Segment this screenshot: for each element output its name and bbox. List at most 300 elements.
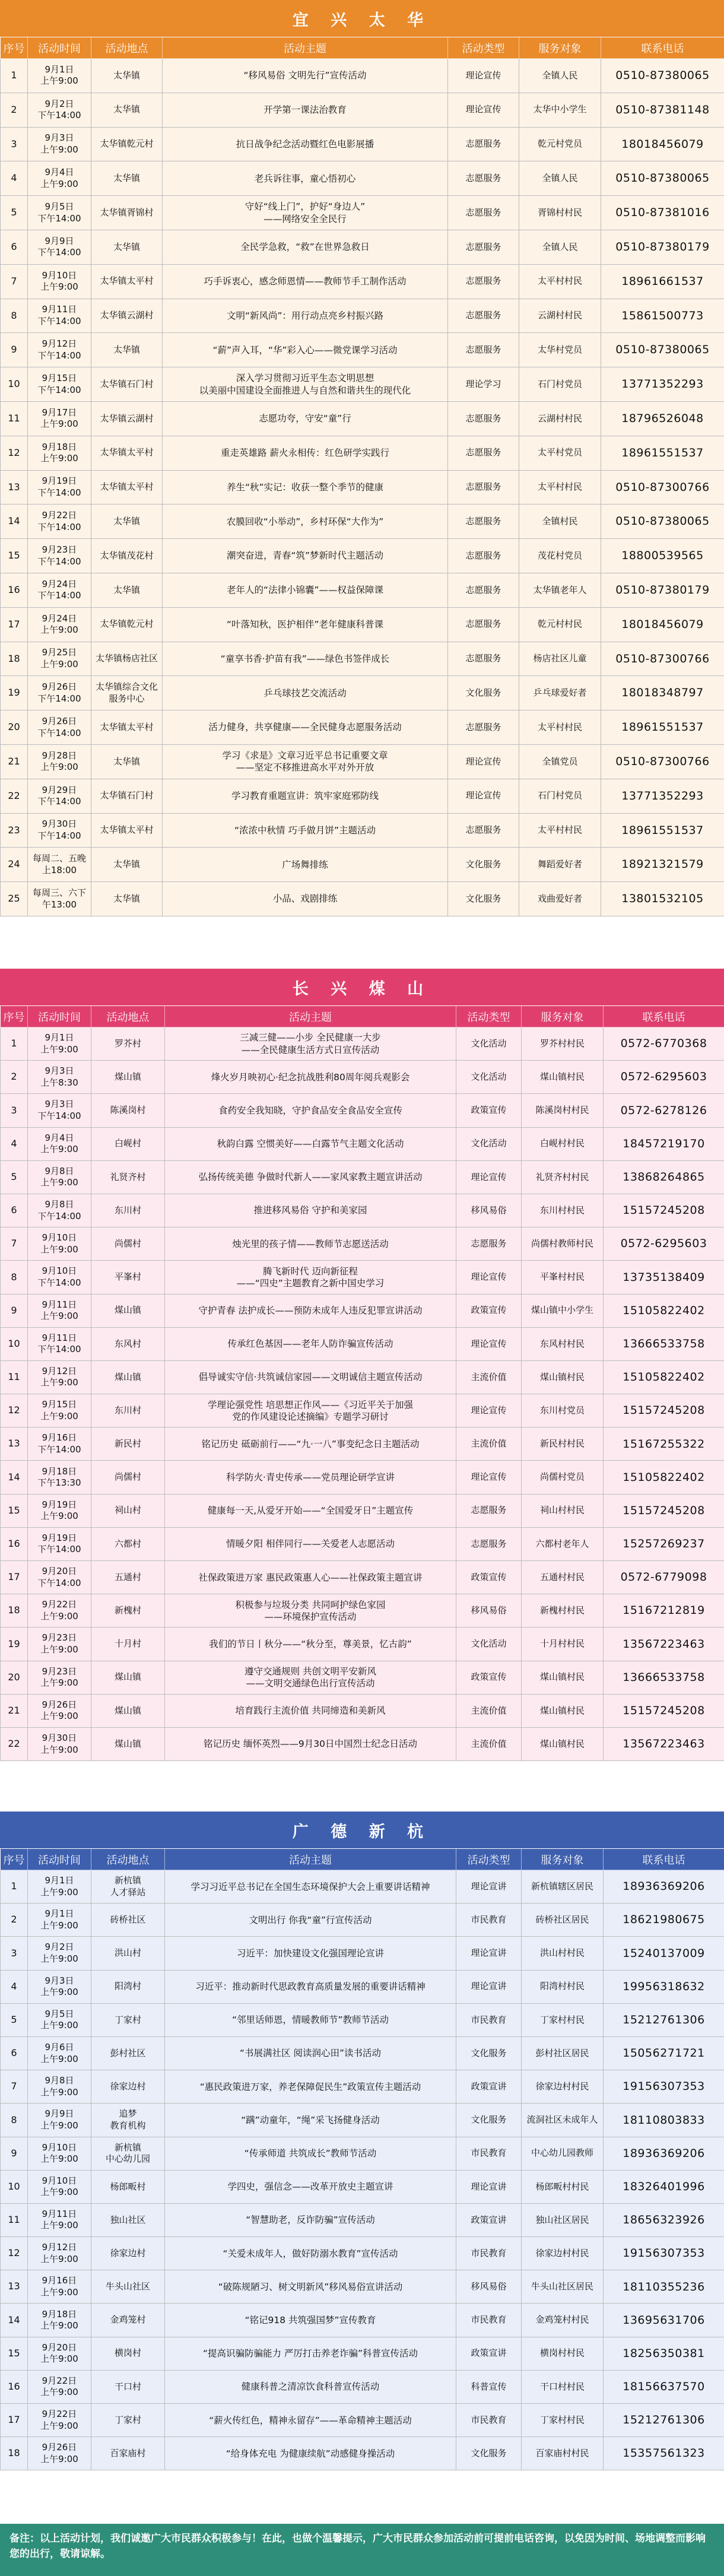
contact-phone: 15157245208 xyxy=(604,1394,724,1427)
activity-theme: 重走英雄路 薪火永相传：红色研学实践行 xyxy=(163,436,448,470)
activity-type: 政策宣传 xyxy=(456,1294,522,1327)
table-row xyxy=(1,1427,724,1461)
service-target: 阳湾村村民 xyxy=(522,1970,604,2003)
activity-time: 9月1日 上午9:00 xyxy=(28,1870,91,1904)
contact-phone: 18961551537 xyxy=(601,813,724,848)
section-guangde-xinhang xyxy=(0,1812,724,2524)
activity-time: 9月24日 下午14:00 xyxy=(28,573,91,607)
activity-time: 9月24日 上午9:00 xyxy=(28,607,91,642)
activity-time: 9月3日 上午9:00 xyxy=(28,127,91,161)
activity-theme: 农膜回收“小举动”，乡村环保“大作为” xyxy=(163,505,448,539)
row-index: 8 xyxy=(1,2104,28,2137)
row-index: 10 xyxy=(1,2170,28,2203)
activity-time: 9月10日 上午9:00 xyxy=(28,264,91,299)
activity-type: 志愿服务 xyxy=(448,505,519,539)
activity-location: 煤山镇 xyxy=(91,1694,165,1727)
table-row xyxy=(1,779,724,813)
row-index: 4 xyxy=(1,161,28,196)
section-title: 长 兴 煤 山 xyxy=(0,969,724,1005)
activity-type: 理论宣传 xyxy=(456,1394,522,1427)
contact-phone: 15240137009 xyxy=(604,1937,724,1970)
service-target: 太华中小学生 xyxy=(519,93,601,127)
activity-time: 9月26日 上午9:00 xyxy=(28,2437,91,2470)
activity-theme: “蹒”动童年，“绳”采飞扬健身活动 xyxy=(165,2104,456,2137)
contact-phone: 0510-87380065 xyxy=(601,161,724,196)
activity-time: 9月10日 下午14:00 xyxy=(28,1261,91,1294)
activity-type: 志愿服务 xyxy=(448,710,519,745)
row-index: 11 xyxy=(1,2203,28,2236)
row-index: 22 xyxy=(1,779,28,813)
service-target: 丁家村村民 xyxy=(522,2404,604,2437)
activity-theme: “薪”声入耳，“华”彩入心——微党课学习活动 xyxy=(163,333,448,367)
schedule-table xyxy=(0,37,724,916)
service-target: 全镇人民 xyxy=(519,59,601,93)
table-row xyxy=(1,1970,724,2003)
activity-type: 志愿服务 xyxy=(448,436,519,470)
row-index: 1 xyxy=(1,1027,28,1061)
row-index: 15 xyxy=(1,1494,28,1527)
activity-location: 煤山镇 xyxy=(91,1727,165,1760)
service-target: 牛头山社区居民 xyxy=(522,2270,604,2304)
activity-theme: 养生“秋”实记：收获一整个季节的健康 xyxy=(163,470,448,505)
row-index: 18 xyxy=(1,642,28,676)
activity-theme: 全民学急救，“救”在世界急救日 xyxy=(163,230,448,264)
table-row xyxy=(1,2370,724,2403)
table-row xyxy=(1,1494,724,1527)
contact-phone: 18961551537 xyxy=(601,436,724,470)
service-target: 干口村村民 xyxy=(522,2370,604,2403)
table-row xyxy=(1,1261,724,1294)
activity-time: 9月18日 上午9:00 xyxy=(28,2304,91,2337)
contact-phone: 0510-87380179 xyxy=(601,573,724,607)
activity-theme: 守护青春 法护成长——预防未成年人违反犯罪宣讲活动 xyxy=(165,1294,456,1327)
column-header-activity-type: 活动类型 xyxy=(456,1006,522,1027)
activity-location: 阳湾村 xyxy=(91,1970,165,2003)
row-index: 8 xyxy=(1,299,28,333)
activity-location: 彭村社区 xyxy=(91,2036,165,2070)
activity-time: 9月23日 下午14:00 xyxy=(28,539,91,573)
service-target: 平峯村村民 xyxy=(522,1261,604,1294)
contact-phone: 0572-6295603 xyxy=(604,1227,724,1261)
table-row xyxy=(1,2437,724,2470)
activity-time: 9月9日 上午9:00 xyxy=(28,2104,91,2137)
activity-type: 移风易俗 xyxy=(456,1594,522,1628)
activity-type: 主流价值 xyxy=(456,1694,522,1727)
table-row xyxy=(1,2070,724,2104)
column-header-activity-type: 活动类型 xyxy=(456,1849,522,1870)
service-target: 白岘村村民 xyxy=(522,1127,604,1160)
column-header-activity-location: 活动地点 xyxy=(91,1006,165,1027)
contact-phone: 15157245208 xyxy=(604,1494,724,1527)
activity-time: 9月18日 下午13:30 xyxy=(28,1461,91,1494)
contact-phone: 15257269237 xyxy=(604,1527,724,1560)
contact-phone: 15105822402 xyxy=(604,1461,724,1494)
row-index: 19 xyxy=(1,1628,28,1661)
activity-type: 主流价值 xyxy=(456,1360,522,1394)
table-row xyxy=(1,436,724,470)
activity-theme: “铭记918 共筑强国梦”宣传教育 xyxy=(165,2304,456,2337)
activity-time: 9月9日 下午14:00 xyxy=(28,230,91,264)
table-row xyxy=(1,1194,724,1227)
service-target: 中心幼儿园教师 xyxy=(522,2137,604,2170)
contact-phone: 15212761306 xyxy=(604,2003,724,2036)
activity-time: 9月22日 上午9:00 xyxy=(28,2370,91,2403)
activity-location: 太华镇 xyxy=(91,848,163,882)
activity-type: 理论宣传 xyxy=(448,744,519,779)
table-row xyxy=(1,161,724,196)
service-target: 石门村党员 xyxy=(519,367,601,402)
activity-type: 科普宣传 xyxy=(456,2370,522,2403)
activity-type: 志愿服务 xyxy=(448,161,519,196)
service-target: 新杭镇辖区居民 xyxy=(522,1870,604,1904)
contact-phone: 0572-6278126 xyxy=(604,1094,724,1127)
column-header-contact-phone: 联系电话 xyxy=(601,37,724,59)
activity-type: 理论宣传 xyxy=(448,779,519,813)
table-row xyxy=(1,505,724,539)
row-index: 21 xyxy=(1,1694,28,1727)
activity-theme: 抗日战争纪念活动暨红色电影展播 xyxy=(163,127,448,161)
activity-theme: 推进移风易俗 守护和美家园 xyxy=(165,1194,456,1227)
table-row xyxy=(1,676,724,710)
contact-phone: 18961661537 xyxy=(601,264,724,299)
contact-phone: 13695631706 xyxy=(604,2304,724,2337)
row-index: 17 xyxy=(1,1561,28,1594)
column-header-row-index: 序号 xyxy=(1,37,28,59)
table-row xyxy=(1,882,724,916)
table-row xyxy=(1,1904,724,1937)
table-row xyxy=(1,367,724,402)
activity-theme: “给身体充电 为健康续航”动感健身操活动 xyxy=(165,2437,456,2470)
activity-theme: 社保政策进万家 惠民政策惠人心——社保政策主题宣讲 xyxy=(165,1561,456,1594)
activity-theme: 守好“线上门”，护好“身边人” ——网络安全全民行 xyxy=(163,196,448,230)
activity-type: 移风易俗 xyxy=(456,2270,522,2304)
table-row xyxy=(1,539,724,573)
activity-time: 9月3日 上午8:30 xyxy=(28,1061,91,1094)
service-target: 煤山镇村民 xyxy=(522,1360,604,1394)
service-target: 胥锦村村民 xyxy=(519,196,601,230)
service-target: 流洞社区未成年人 xyxy=(522,2104,604,2137)
contact-phone: 18110355236 xyxy=(604,2270,724,2304)
activity-time: 9月25日 上午9:00 xyxy=(28,642,91,676)
column-header-activity-time: 活动时间 xyxy=(28,37,91,59)
row-index: 13 xyxy=(1,2270,28,2304)
table-row xyxy=(1,2237,724,2270)
table-row xyxy=(1,1527,724,1560)
activity-location: 礼贤齐村 xyxy=(91,1160,165,1194)
row-index: 12 xyxy=(1,1394,28,1427)
activity-type: 政策宣传 xyxy=(456,1561,522,1594)
activity-time: 9月1日 上午9:00 xyxy=(28,59,91,93)
service-target: 六都村老年人 xyxy=(522,1527,604,1560)
activity-location: 煤山镇 xyxy=(91,1360,165,1394)
activity-type: 志愿服务 xyxy=(448,607,519,642)
activity-time: 9月19日 下午14:00 xyxy=(28,470,91,505)
column-header-row-index: 序号 xyxy=(1,1006,28,1027)
contact-phone: 0510-87300766 xyxy=(601,744,724,779)
activity-theme: “薪火传红色，精神永留存”——革命精神主题活动 xyxy=(165,2404,456,2437)
activity-location: 太华镇 xyxy=(91,161,163,196)
row-index: 14 xyxy=(1,505,28,539)
activity-location: 太华镇石门村 xyxy=(91,779,163,813)
row-index: 24 xyxy=(1,848,28,882)
activity-theme: 健康科普之清凉饮食科普宣传活动 xyxy=(165,2370,456,2403)
service-target: 祠山村村民 xyxy=(522,1494,604,1527)
activity-type: 市民教育 xyxy=(456,2003,522,2036)
activity-time: 9月12日 上午9:00 xyxy=(28,1360,91,1394)
activity-location: 太华镇 xyxy=(91,59,163,93)
activity-theme: “童享书香·护苗有我”——绿色书签伴成长 xyxy=(163,642,448,676)
service-target: 太平村村民 xyxy=(519,813,601,848)
contact-phone: 18156637570 xyxy=(604,2370,724,2403)
row-index: 10 xyxy=(1,367,28,402)
activity-theme: 传承红色基因——老年人防诈骗宣传活动 xyxy=(165,1327,456,1360)
activity-type: 市民教育 xyxy=(456,1904,522,1937)
activity-type: 政策宣讲 xyxy=(456,2070,522,2104)
table-row xyxy=(1,1394,724,1427)
row-index: 16 xyxy=(1,573,28,607)
activity-location: 太华镇 xyxy=(91,882,163,916)
activity-time: 9月11日 上午9:00 xyxy=(28,2203,91,2236)
service-target: 云湖村村民 xyxy=(519,299,601,333)
service-target: 罗芥村村民 xyxy=(522,1027,604,1061)
row-index: 6 xyxy=(1,1194,28,1227)
activity-type: 移风易俗 xyxy=(456,1194,522,1227)
table-row xyxy=(1,2404,724,2437)
activity-location: 太华镇太平村 xyxy=(91,813,163,848)
activity-time: 9月3日 下午14:00 xyxy=(28,1094,91,1127)
activity-time: 9月28日 上午9:00 xyxy=(28,744,91,779)
table-row xyxy=(1,2170,724,2203)
activity-theme: “惠民政策进万家，养老保障促民生”政策宣传主题活动 xyxy=(165,2070,456,2104)
row-index: 2 xyxy=(1,1904,28,1937)
activity-time: 9月23日 上午9:00 xyxy=(28,1628,91,1661)
row-index: 5 xyxy=(1,1160,28,1194)
activity-time: 9月19日 上午9:00 xyxy=(28,1494,91,1527)
activity-time: 9月29日 下午14:00 xyxy=(28,779,91,813)
activity-time: 9月23日 上午9:00 xyxy=(28,1661,91,1694)
activity-location: 徐家边村 xyxy=(91,2070,165,2104)
column-header-contact-phone: 联系电话 xyxy=(604,1849,724,1870)
schedule-table xyxy=(0,1005,724,1761)
contact-phone: 18018348797 xyxy=(601,676,724,710)
activity-type: 文化活动 xyxy=(456,1628,522,1661)
activity-time: 9月19日 下午14:00 xyxy=(28,1527,91,1560)
activity-time: 9月26日 下午14:00 xyxy=(28,676,91,710)
activity-location: 太华镇综合文化服务中心 xyxy=(91,676,163,710)
column-header-activity-theme: 活动主题 xyxy=(165,1849,456,1870)
activity-theme: 志愿功夸，守安“童”行 xyxy=(163,401,448,436)
footer-note: 备注：以上活动计划，我们诚邀广大市民群众积极参与！在此，也做个温馨提示，广大市民群众参加活动前可提前电话咨询，以免因为时间、场地调整而影响您的出行，敬请谅解。 xyxy=(0,2524,724,2576)
row-index: 4 xyxy=(1,1970,28,2003)
activity-time: 9月1日 上午9:00 xyxy=(28,1027,91,1061)
contact-phone: 13801532105 xyxy=(601,882,724,916)
contact-phone: 18921321579 xyxy=(601,848,724,882)
activity-type: 政策宣讲 xyxy=(456,2203,522,2236)
activity-type: 志愿服务 xyxy=(448,401,519,436)
activity-time: 9月8日 下午14:00 xyxy=(28,1194,91,1227)
activity-type: 文化活动 xyxy=(456,1127,522,1160)
column-header-activity-theme: 活动主题 xyxy=(165,1006,456,1027)
activity-time: 9月4日 上午9:00 xyxy=(28,1127,91,1160)
activity-type: 文化服务 xyxy=(448,882,519,916)
row-index: 13 xyxy=(1,470,28,505)
service-target: 砖桥社区居民 xyxy=(522,1904,604,1937)
activity-time: 9月22日 下午14:00 xyxy=(28,505,91,539)
table-row xyxy=(1,607,724,642)
activity-time: 每周二、五晚上18:00 xyxy=(28,848,91,882)
contact-phone: 13771352293 xyxy=(601,779,724,813)
activity-time: 9月5日 下午14:00 xyxy=(28,196,91,230)
contact-phone: 18110803833 xyxy=(604,2104,724,2137)
activity-time: 9月1日 上午9:00 xyxy=(28,1904,91,1937)
activity-time: 9月12日 上午9:00 xyxy=(28,2237,91,2270)
activity-type: 志愿服务 xyxy=(456,1227,522,1261)
row-index: 14 xyxy=(1,2304,28,2337)
contact-phone: 18256350381 xyxy=(604,2337,724,2370)
table-row xyxy=(1,1227,724,1261)
contact-phone: 0510-87300766 xyxy=(601,642,724,676)
column-header-activity-location: 活动地点 xyxy=(91,37,163,59)
activity-theme: 广场舞排练 xyxy=(163,848,448,882)
activity-location: 煤山镇 xyxy=(91,1294,165,1327)
service-target: 陈溪岗村村民 xyxy=(522,1094,604,1127)
table-row xyxy=(1,59,724,93)
activity-location: 尚儒村 xyxy=(91,1227,165,1261)
contact-phone: 18326401996 xyxy=(604,2170,724,2203)
contact-phone: 19156307353 xyxy=(604,2070,724,2104)
column-header-contact-phone: 联系电话 xyxy=(604,1006,724,1027)
activity-location: 陈溪岗村 xyxy=(91,1094,165,1127)
service-target: 煤山镇村民 xyxy=(522,1694,604,1727)
activity-type: 志愿服务 xyxy=(448,264,519,299)
column-header-activity-location: 活动地点 xyxy=(91,1849,165,1870)
service-target: 十月村村民 xyxy=(522,1628,604,1661)
activity-location: 丁家村 xyxy=(91,2003,165,2036)
activity-type: 市民教育 xyxy=(456,2137,522,2170)
row-index: 2 xyxy=(1,93,28,127)
table-row xyxy=(1,848,724,882)
activity-theme: “传承师道 共筑成长”教师节活动 xyxy=(165,2137,456,2170)
service-target: 太平村村民 xyxy=(519,264,601,299)
row-index: 2 xyxy=(1,1061,28,1094)
service-target: 煤山镇中小学生 xyxy=(522,1294,604,1327)
table-row xyxy=(1,573,724,607)
activity-location: 砖桥社区 xyxy=(91,1904,165,1937)
service-target: 金鸡笼村村民 xyxy=(522,2304,604,2337)
contact-phone: 18961551537 xyxy=(601,710,724,745)
table-row xyxy=(1,710,724,745)
activity-theme: 铭记历史 砥砺前行——“九·一八”事变纪念日主题活动 xyxy=(165,1427,456,1461)
row-index: 7 xyxy=(1,2070,28,2104)
column-header-activity-time: 活动时间 xyxy=(28,1006,91,1027)
service-target: 太平村村民 xyxy=(519,710,601,745)
activity-theme: 文明“新风尚”：用行动点亮乡村振兴路 xyxy=(163,299,448,333)
activity-type: 文化服务 xyxy=(456,2036,522,2070)
activity-theme: “邻里话师恩，情暖教师节”教师节活动 xyxy=(165,2003,456,2036)
table-row xyxy=(1,2104,724,2137)
contact-phone: 19156307353 xyxy=(604,2237,724,2270)
section-yixing-taihua xyxy=(0,0,724,924)
contact-phone: 0510-87381016 xyxy=(601,196,724,230)
row-index: 16 xyxy=(1,2370,28,2403)
activity-time: 9月10日 上午9:00 xyxy=(28,2170,91,2203)
activity-location: 太华镇 xyxy=(91,333,163,367)
activity-theme: 习近平：加快建设文化强国理论宣讲 xyxy=(165,1937,456,1970)
row-index: 14 xyxy=(1,1461,28,1494)
activity-type: 文化服务 xyxy=(456,2104,522,2137)
activity-location: 太华镇 xyxy=(91,230,163,264)
activity-location: 六都村 xyxy=(91,1527,165,1560)
activity-theme: “破陈规陋习、树文明新风”移风易俗宣讲活动 xyxy=(165,2270,456,2304)
activity-theme: 乒乓球技艺交流活动 xyxy=(163,676,448,710)
activity-location: 洪山村 xyxy=(91,1937,165,1970)
activity-type: 文化活动 xyxy=(456,1061,522,1094)
contact-phone: 15167255322 xyxy=(604,1427,724,1461)
activity-time: 9月10日 上午9:00 xyxy=(28,2137,91,2170)
activity-theme: 遵守交通规则 共创文明平安新风 ——文明交通绿色出行宣传活动 xyxy=(165,1661,456,1694)
contact-phone: 18936369206 xyxy=(604,2137,724,2170)
service-target: 全镇人民 xyxy=(519,230,601,264)
section-title: 广 德 新 杭 xyxy=(0,1812,724,1848)
table-row xyxy=(1,93,724,127)
activity-type: 志愿服务 xyxy=(456,1494,522,1527)
row-index: 11 xyxy=(1,1360,28,1394)
activity-location: 新民村 xyxy=(91,1427,165,1461)
service-target: 太华村党员 xyxy=(519,333,601,367)
column-header-activity-theme: 活动主题 xyxy=(163,37,448,59)
service-target: 独山社区居民 xyxy=(522,2203,604,2236)
activity-theme: “提高识骗防骗能力 严厉打击养老诈骗”科普宣传活动 xyxy=(165,2337,456,2370)
service-target: 东川村村民 xyxy=(522,1194,604,1227)
activity-type: 志愿服务 xyxy=(448,299,519,333)
service-target: 徐家边村村民 xyxy=(522,2070,604,2104)
activity-theme: 老兵诉往事，童心悟初心 xyxy=(163,161,448,196)
service-target: 彭村社区居民 xyxy=(522,2036,604,2070)
activity-location: 金鸡笼村 xyxy=(91,2304,165,2337)
table-row xyxy=(1,264,724,299)
contact-phone: 15105822402 xyxy=(604,1294,724,1327)
activity-location: 牛头山社区 xyxy=(91,2270,165,2304)
row-index: 16 xyxy=(1,1527,28,1560)
contact-phone: 18796526048 xyxy=(601,401,724,436)
activity-location: 太华镇乾元村 xyxy=(91,127,163,161)
activity-location: 太华镇 xyxy=(91,573,163,607)
activity-time: 9月20日 下午14:00 xyxy=(28,1561,91,1594)
activity-type: 主流价值 xyxy=(456,1427,522,1461)
activity-type: 理论宣传 xyxy=(456,1461,522,1494)
contact-phone: 15056271721 xyxy=(604,2036,724,2070)
service-target: 煤山镇村民 xyxy=(522,1661,604,1694)
activity-theme: 潮突奋进，青春“筑”梦新时代主题活动 xyxy=(163,539,448,573)
activity-time: 9月11日 上午9:00 xyxy=(28,1294,91,1327)
contact-phone: 0510-87380065 xyxy=(601,59,724,93)
table-row xyxy=(1,2003,724,2036)
service-target: 百家庙村村民 xyxy=(522,2437,604,2470)
activity-time: 9月30日 下午14:00 xyxy=(28,813,91,848)
contact-phone: 13771352293 xyxy=(601,367,724,402)
contact-phone: 15167212819 xyxy=(604,1594,724,1628)
table-row xyxy=(1,2304,724,2337)
activity-location: 太华镇太平村 xyxy=(91,710,163,745)
row-index: 6 xyxy=(1,230,28,264)
row-index: 3 xyxy=(1,1094,28,1127)
activity-location: 太华镇 xyxy=(91,505,163,539)
activity-location: 太华镇石门村 xyxy=(91,367,163,402)
activity-location: 独山社区 xyxy=(91,2203,165,2236)
contact-phone: 19956318632 xyxy=(604,1970,724,2003)
table-row xyxy=(1,2137,724,2170)
activity-type: 文化服务 xyxy=(448,848,519,882)
